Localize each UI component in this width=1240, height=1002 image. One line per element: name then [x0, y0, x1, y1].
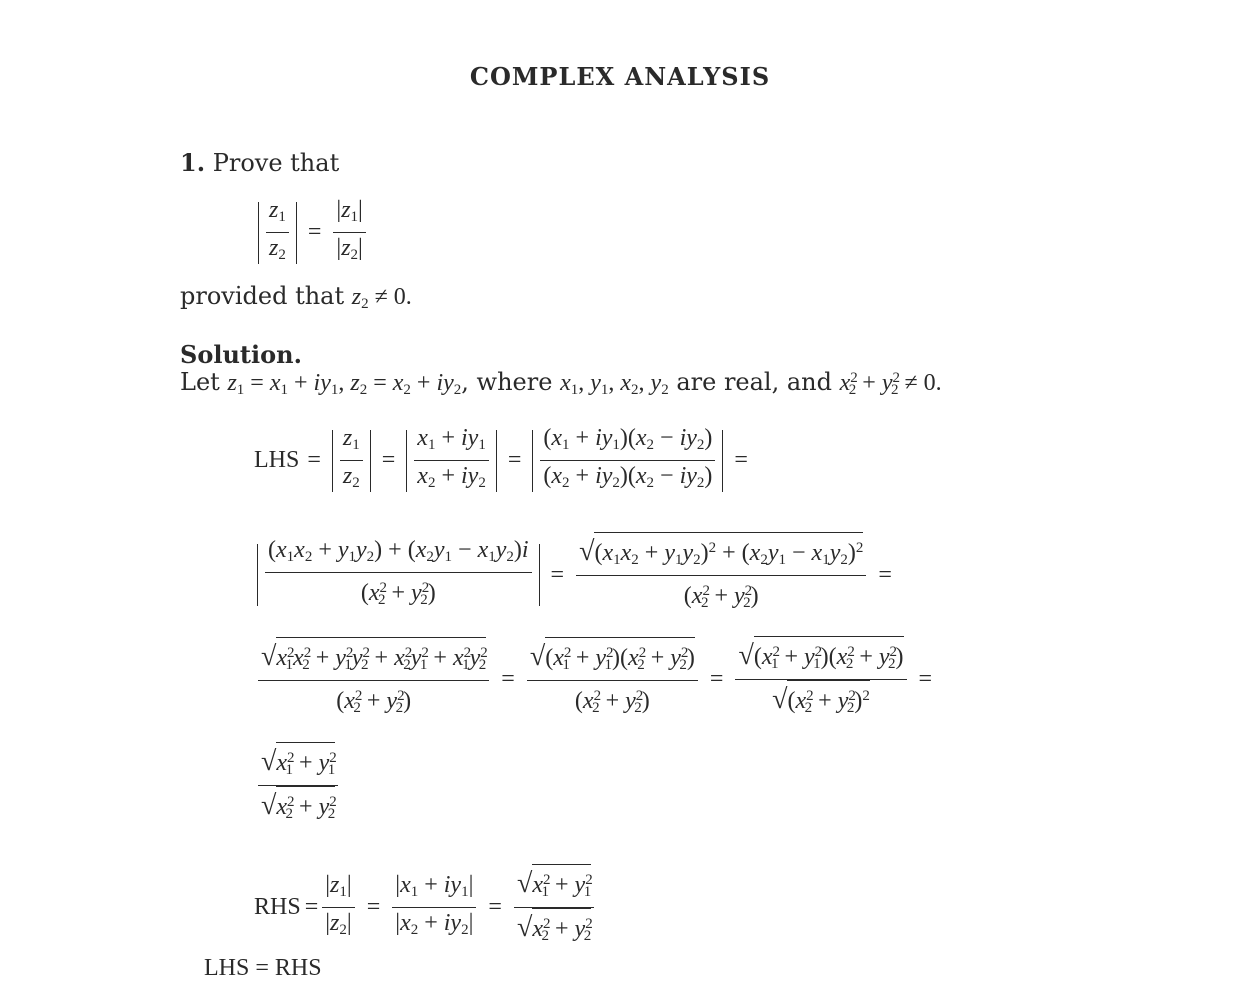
- rhs-label: RHS: [254, 894, 301, 920]
- rhs-derivation: RHS = $\frac{|z_1|}{|z_2|}$ = $\frac{|x_1 + iy_1|}{|x_2 + iy_2|}$ = $\frac{√x^2_1 + y^2_1}{√x^2_2 + y^2_2}$: [254, 864, 598, 951]
- lhs-step-2: $\frac{(x_1x_2 + y_1y_2) + (x_2y_1 - x_1y_2)i}{(x^2_2 + y^2_2)}$ = $\frac{√(x_1x_2 + y_1y_2)^2 + (x_2y_1 - x_1y_2)^2}{(x^2_2 + y^2_2)}$ =: [254, 532, 900, 618]
- solution-setup: Let $z_1 = x_1 + iy_1$, $z_2 = x_2 + iy_2$, where $x_1$, $y_1$, $x_2$, $y_2$ are real, and $x^2_2 + y^2_2 \ne 0$.: [180, 368, 942, 398]
- problem-prompt: Prove that: [212, 149, 340, 177]
- where-text: , where: [461, 368, 553, 396]
- lhs-result: $\frac{√x^2_1 + y^2_1}{√x^2_2 + y^2_2}$: [254, 742, 342, 829]
- conclusion: LHS = RHS: [204, 955, 322, 981]
- are-real-text: are real, and: [676, 368, 832, 396]
- equation-statement: $\frac{z_1}{z_2}$ = $\frac{|z_1|}{|z_2|}$: [255, 195, 370, 270]
- condition-text: provided that: [180, 282, 345, 310]
- problem-statement: [180, 148, 339, 177]
- lhs-step-1: LHS = $\frac{z_1}{z_2}$ = $\frac{x_1 + iy_1}{x_2 + iy_2}$ = $\frac{(x_1 + iy_1)(x_2 - iy_2)}{(x_2 + iy_2)(x_2 - iy_2)}$ =: [254, 425, 748, 491]
- lhs-label: LHS: [254, 447, 300, 473]
- lhs-step-3: $\frac{√x^2_1x^2_2 + y^2_1y^2_2 + x^2_2y^2_1 + x^2_1y^2_2}{(x^2_2 + y^2_2)}$ = $\frac{√(x^2_1 + y^2_1)(x^2_2 + y^2_2)}{(x^2_2 + y^2_2)}$ = $\frac{√(x^2_1 + y^2_1)(x^2_2 + y^2_2)}{√(x^2_2 + y^2_2)^2}$ =: [254, 636, 940, 723]
- let-text: Let: [180, 368, 220, 396]
- solution-heading: Solution.: [180, 340, 302, 369]
- condition-line: provided that $z_2 \ne 0$.: [180, 282, 412, 312]
- page-title: COMPLEX ANALYSIS: [469, 62, 771, 91]
- problem-number: 1.: [180, 148, 206, 177]
